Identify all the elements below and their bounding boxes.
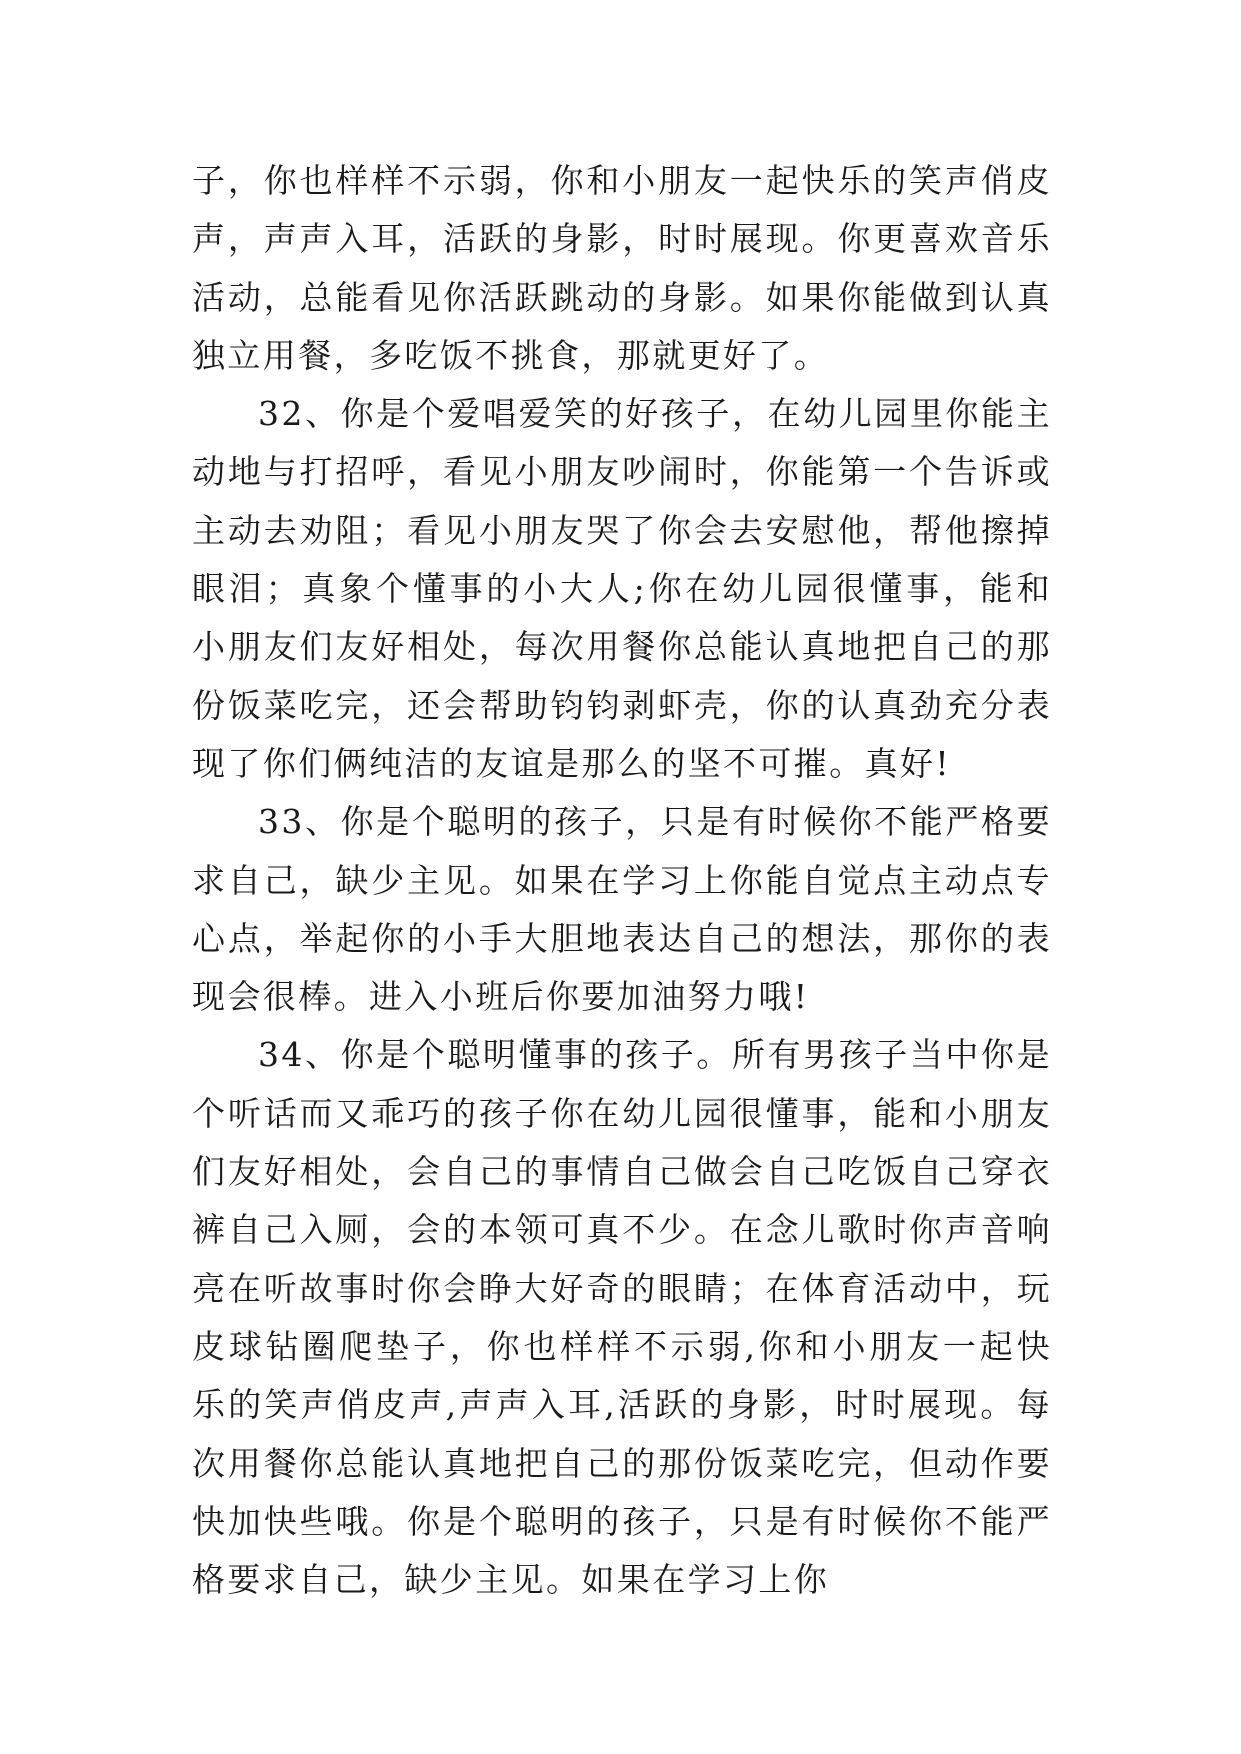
document-body bbox=[192, 152, 1052, 1609]
paragraph-continuation: 子，你也样样不示弱，你和小朋友一起快乐的笑声俏皮声，声声入耳，活跃的身影，时时展现。你更喜欢音乐活动，总能看见你活跃跳动的身影。如果你能做到认真独立用餐，多吃饭不挑食，那就更好了。 bbox=[192, 161, 1052, 375]
paragraph-item-32: 32、你是个爱唱爱笑的好孩子，在幼儿园里你能主动地与打招呼，看见小朋友吵闹时，你能第一个告诉或主动去劝阻；看见小朋友哭了你会去安慰他，帮他擦掉眼泪；真象个懂事的小大人;你在幼儿园很懂事，能和小朋友们友好相处，每次用餐你总能认真地把自己的那份饭菜吃完，还会帮助钧钧剥虾壳，你的认真劲充分表现了你们俩纯洁的友谊是那么的坚不可摧。真好! bbox=[192, 394, 1052, 783]
paragraph-item-34: 34、你是个聪明懂事的孩子。所有男孩子当中你是个听话而又乖巧的孩子你在幼儿园很懂事，能和小朋友们友好相处，会自己的事情自己做会自己吃饭自己穿衣裤自己入厕，会的本领可真不少。在念儿歌时你声音响亮在听故事时你会睁大好奇的眼睛；在体育活动中，玩皮球钻圈爬垫子，你也样样不示弱,你和小朋友一起快乐的笑声俏皮声,声声入耳,活跃的身影，时时展现。每次用餐你总能认真地把自己的那份饭菜吃完，但动作要快加快些哦。你是个聪明的孩子，只是有时候你不能严格要求自己，缺少主见。如果在学习上你 bbox=[192, 1035, 1052, 1600]
paragraph-item-33: 33、你是个聪明的孩子，只是有时候你不能严格要求自己，缺少主见。如果在学习上你能自觉点主动点专心点，举起你的小手大胆地表达自己的想法，那你的表现会很棒。进入小班后你要加油努力哦! bbox=[192, 802, 1052, 1017]
